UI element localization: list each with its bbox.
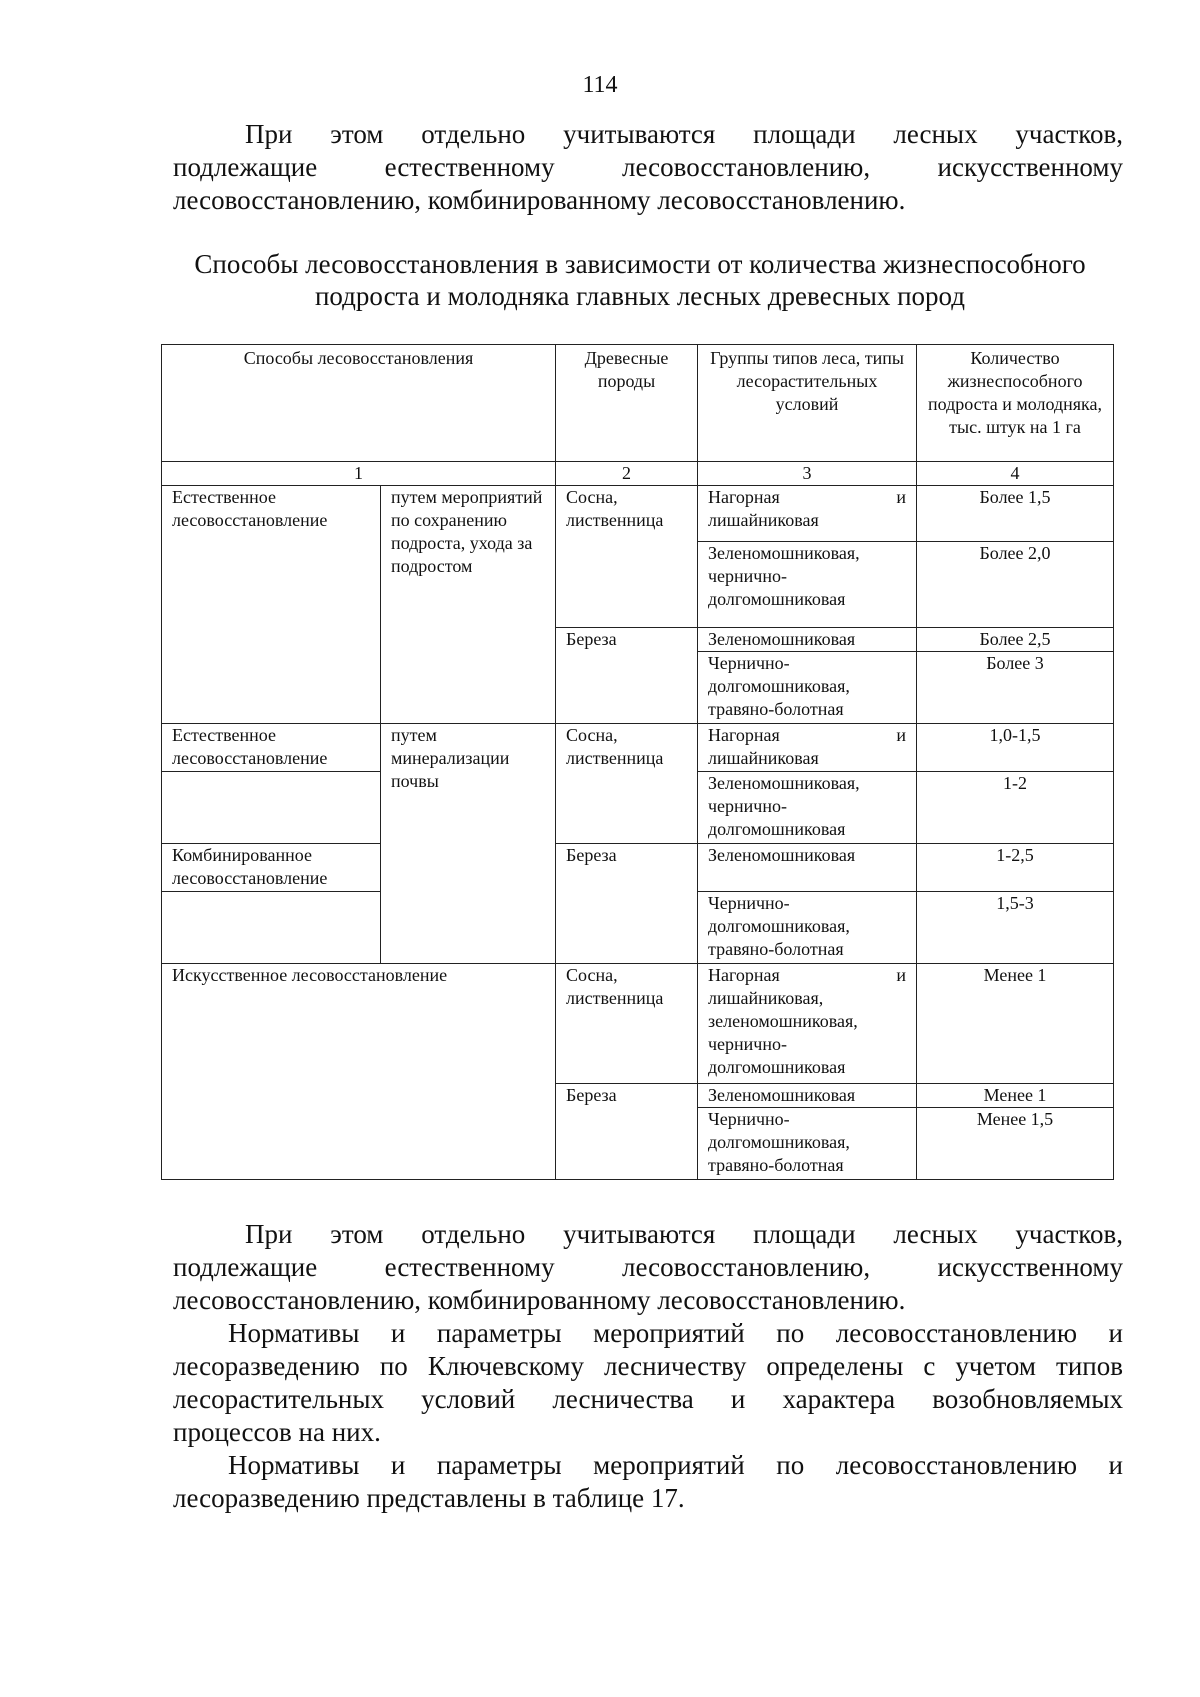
forest-type-conjunction: и [896, 487, 906, 507]
forest-type-conjunction: и [896, 725, 906, 745]
quantity-cell: Более 3 [917, 652, 1114, 724]
forest-type-cell: Чернично-долгомошниковая, травяно-болотная [698, 892, 917, 964]
species-cell: Сосна, лиственница [556, 964, 698, 1084]
method-cell: Естественное лесовосстановление [162, 486, 381, 724]
method-cell: Естественное лесовосстановление [162, 724, 381, 772]
quantity-cell: Более 2,0 [917, 542, 1114, 628]
quantity-cell: Менее 1 [917, 964, 1114, 1084]
forest-type-conjunction: и [896, 965, 906, 985]
forest-type-cell: Зеленомошниковая [698, 844, 917, 892]
forest-type-cell: Зеленомошниковая, чернично-долгомошниковая [698, 772, 917, 844]
table-caption [150, 248, 1130, 312]
quantity-cell: Более 1,5 [917, 486, 1114, 542]
forest-type-cell: Зеленомошниковая [698, 628, 917, 652]
header-forest-groups: Группы типов леса, типы лесорастительных условий [698, 345, 917, 462]
forest-type-cell: Зеленомошниковая [698, 1084, 917, 1108]
table-row [162, 486, 1114, 542]
reforestation-methods-table [161, 344, 1114, 1180]
table-row [162, 964, 1114, 1084]
intro-line-2: подлежащие естественному лесовосстановлению, искусственному [173, 152, 1123, 182]
forest-type-text: Нагорная [708, 965, 780, 985]
after-paragraph-3 [173, 1449, 1123, 1515]
after-paragraph-1 [173, 1218, 1123, 1317]
species-cell: Береза [556, 628, 698, 724]
after-p2-line-3: лесорастительных условий лесничества и характера возобновляемых [173, 1384, 1123, 1414]
table-caption-line-1: Способы лесовосстановления в зависимости от количества жизнеспособного [194, 249, 1086, 279]
quantity-cell: 1-2 [917, 772, 1114, 844]
after-p2-line-2: лесоразведению по Ключевскому лесничеству определены с учетом типов [173, 1351, 1123, 1381]
forest-type-cell: Чернично-долгомошниковая, травяно-болотная [698, 652, 917, 724]
forest-type-cell [698, 964, 917, 1084]
after-p1-line-2: подлежащие естественному лесовосстановлению, искусственному [173, 1252, 1123, 1282]
forest-type-text: Нагорная [708, 725, 780, 745]
species-cell: Сосна, лиственница [556, 724, 698, 844]
table-row [162, 844, 1114, 892]
quantity-cell: 1-2,5 [917, 844, 1114, 892]
intro-line-3: лесовосстановлению, комбинированному лесовосстановлению. [173, 185, 906, 215]
after-paragraph-2 [173, 1317, 1123, 1449]
quantity-cell: 1,0-1,5 [917, 724, 1114, 772]
way-cell: путем минерализации почвы [381, 724, 556, 964]
forest-type-text: Нагорная [708, 487, 780, 507]
species-cell: Сосна, лиственница [556, 486, 698, 628]
table-row [162, 724, 1114, 772]
column-number-4: 4 [917, 462, 1114, 486]
forest-type-text: лишайниковая [708, 510, 819, 530]
header-species: Древесные породы [556, 345, 698, 462]
after-p2-line-1: Нормативы и параметры мероприятий по лесовосстановлению и [228, 1318, 1123, 1348]
column-number-2: 2 [556, 462, 698, 486]
way-cell: путем мероприятий по сохранению подроста, ухода за подростом [381, 486, 556, 724]
method-cell-empty [162, 772, 381, 844]
method-cell: Комбинированное лесовосстановление [162, 844, 381, 892]
method-cell: Искусственное лесовосстановление [162, 964, 556, 1180]
species-cell: Береза [556, 844, 698, 964]
method-cell-empty [162, 892, 381, 964]
header-methods: Способы лесовосстановления [162, 345, 556, 462]
after-p3-line-2: лесоразведению представлены в таблице 17. [173, 1483, 685, 1513]
forest-type-cell [698, 486, 917, 542]
forest-type-text: лишайниковая, зеленомошниковая, чернично-долгомошниковая [708, 988, 858, 1077]
after-p1-line-1: При этом отдельно учитываются площади лесных участков, [245, 1219, 1123, 1249]
page-number: 114 [582, 72, 618, 98]
species-cell: Береза [556, 1084, 698, 1180]
quantity-cell: 1,5-3 [917, 892, 1114, 964]
column-number-1: 1 [162, 462, 556, 486]
forest-type-cell: Чернично-долгомошниковая, травяно-болотная [698, 1108, 917, 1180]
forest-type-cell: Зеленомошниковая, чернично-долгомошниковая [698, 542, 917, 628]
intro-paragraph [173, 118, 1123, 217]
forest-type-cell [698, 724, 917, 772]
after-p2-line-4: процессов на них. [173, 1417, 381, 1447]
quantity-cell: Более 2,5 [917, 628, 1114, 652]
table-caption-line-2: подроста и молодняка главных лесных древесных пород [314, 281, 965, 311]
after-p1-line-3: лесовосстановлению, комбинированному лесовосстановлению. [173, 1285, 906, 1315]
forest-type-text: лишайниковая [708, 748, 819, 768]
table-header-row [162, 345, 1114, 462]
intro-line-1: При этом отдельно учитываются площади лесных участков, [245, 119, 1123, 149]
quantity-cell: Менее 1 [917, 1084, 1114, 1108]
after-p3-line-1: Нормативы и параметры мероприятий по лесовосстановлению и [228, 1450, 1123, 1480]
quantity-cell: Менее 1,5 [917, 1108, 1114, 1180]
column-number-3: 3 [698, 462, 917, 486]
table-number-row [162, 462, 1114, 486]
header-quantity: Количество жизнеспособного подроста и молодняка, тыс. штук на 1 га [917, 345, 1114, 462]
